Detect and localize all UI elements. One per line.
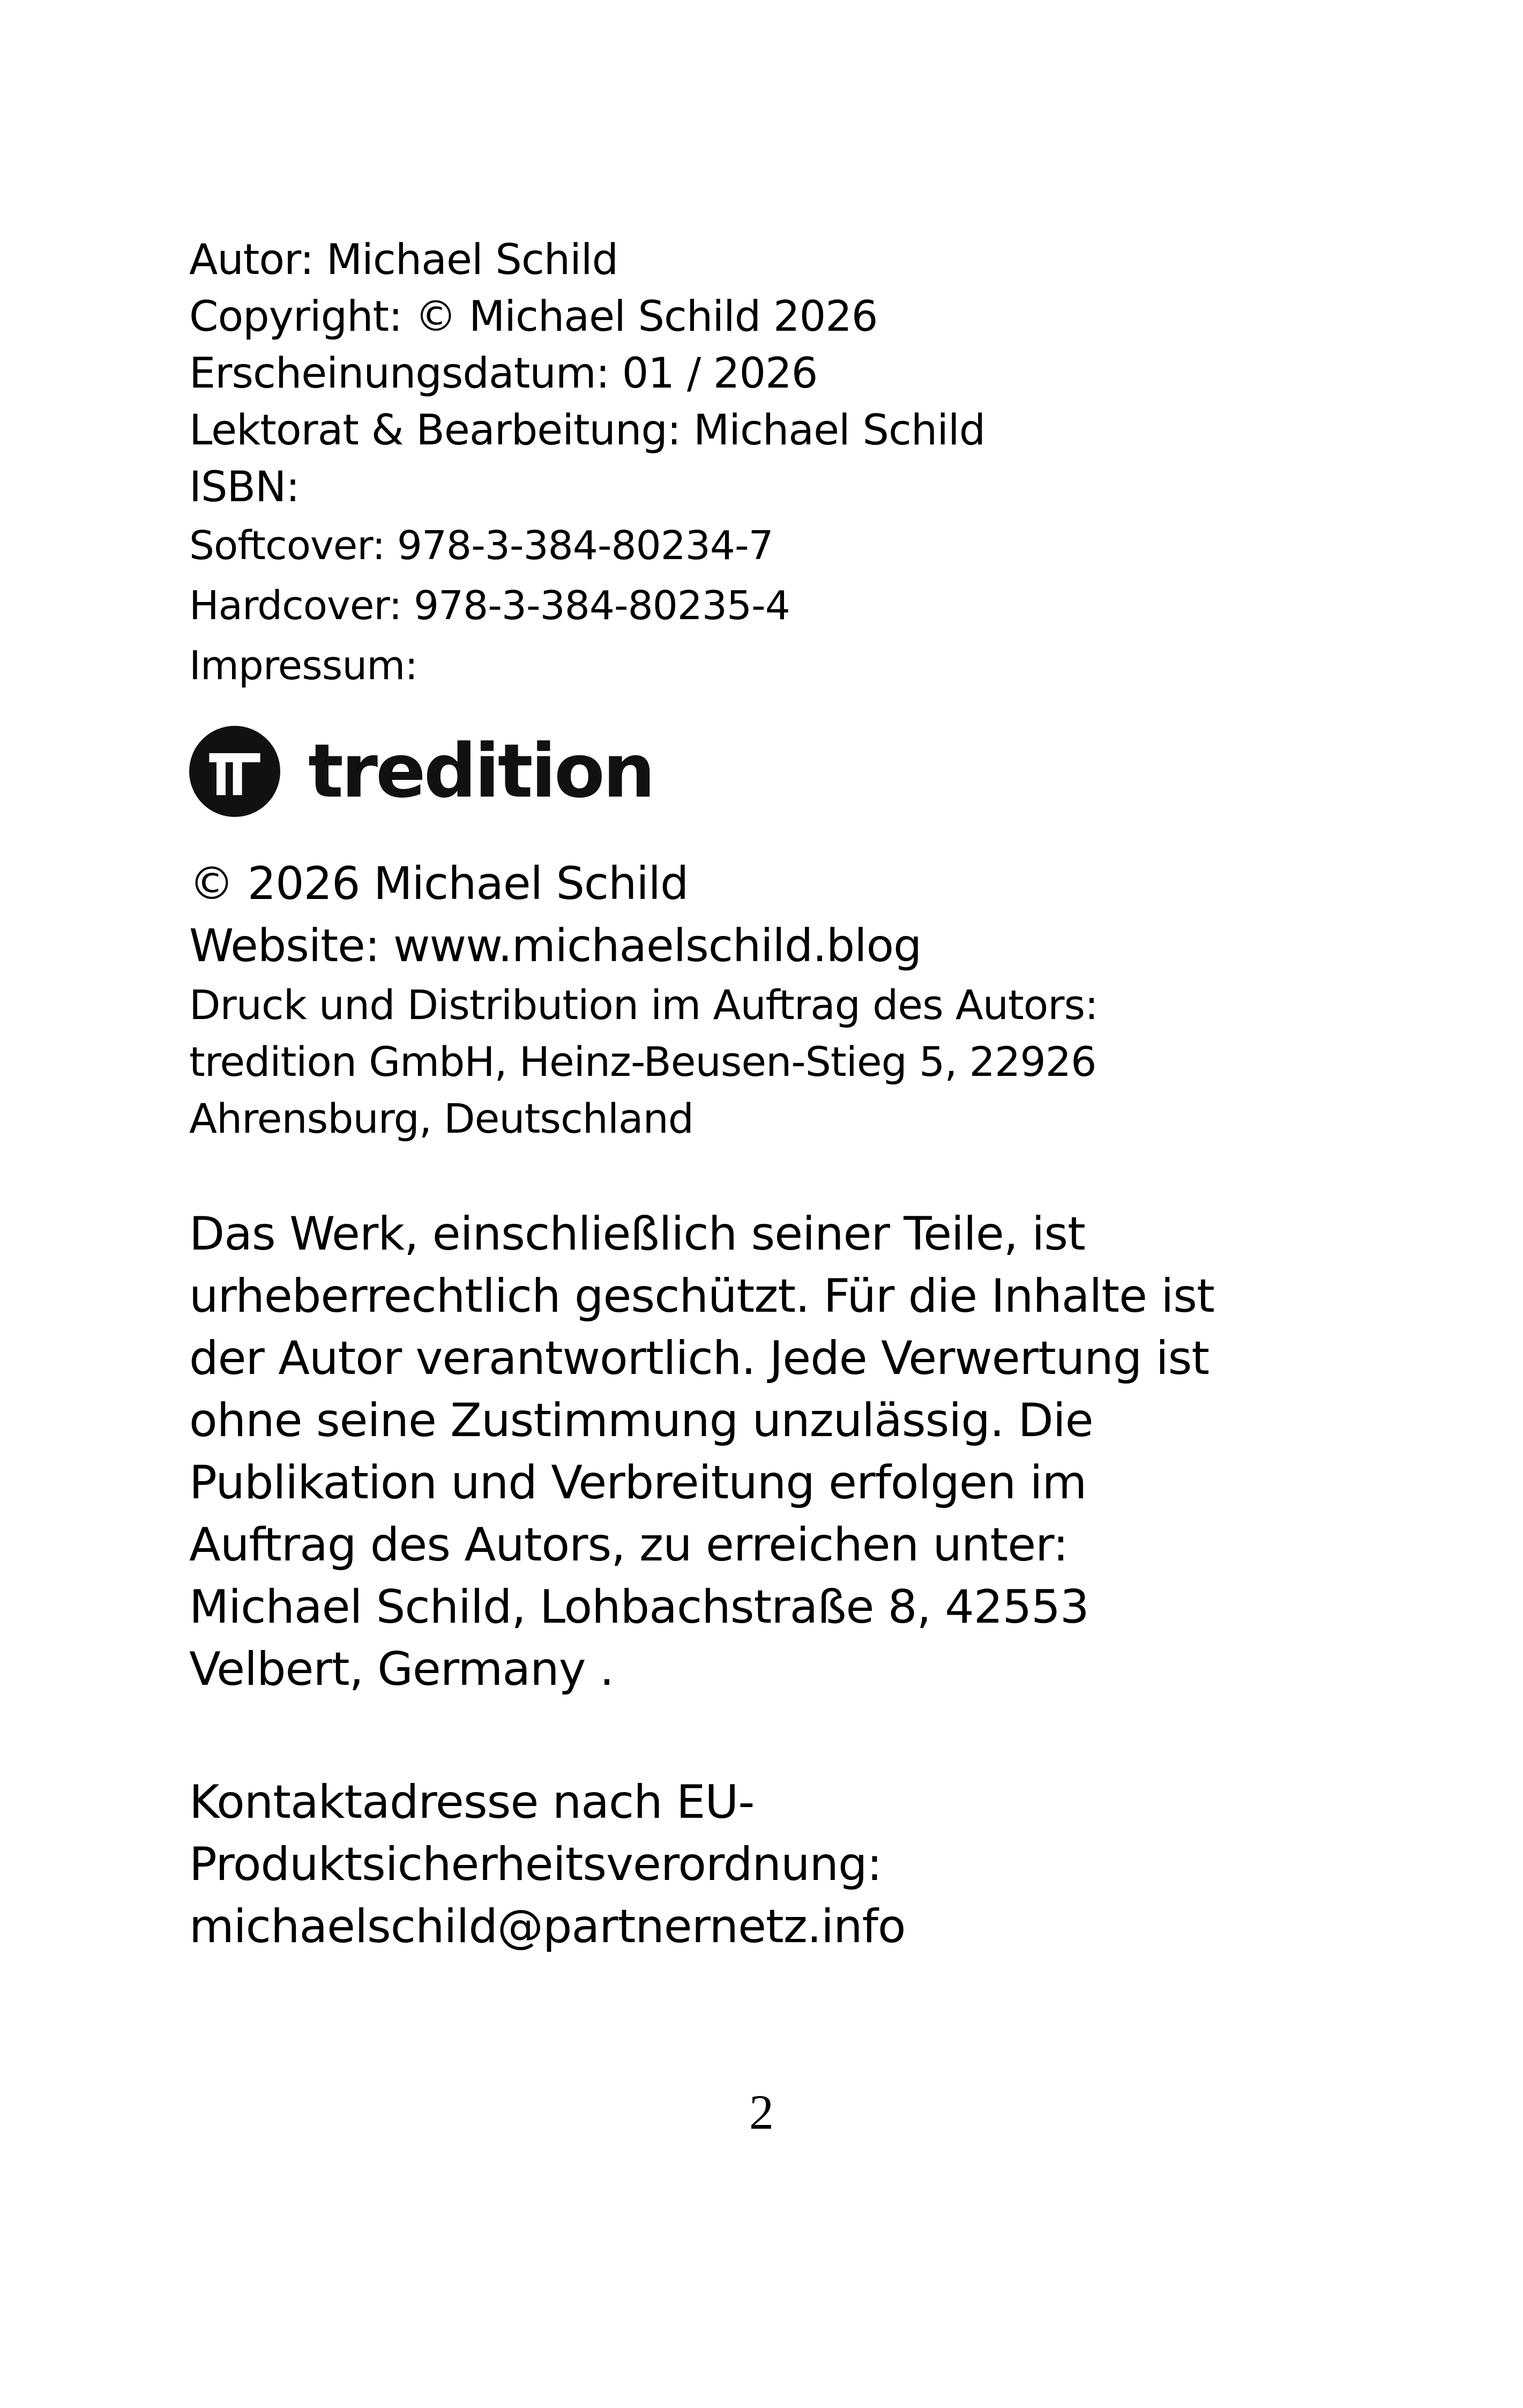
print-distribution-line-1: Druck und Distribution im Auftrag des Autors: <box>189 981 1098 1029</box>
legal-line: urheberrechtlich geschützt. Für die Inhalte ist <box>189 1269 1214 1323</box>
release-date-line: Erscheinungsdatum: 01 / 2026 <box>189 350 818 398</box>
contact-line: Produktsicherheitsverordnung: <box>189 1838 882 1891</box>
author-line: Autor: Michael Schild <box>189 236 618 284</box>
tredition-logo <box>189 726 653 817</box>
contact-email: michaelschild@partnernetz.info <box>189 1900 906 1953</box>
legal-paragraph <box>189 1203 1336 1700</box>
impressum-label: Impressum: <box>189 643 418 689</box>
tredition-wordmark: tredition <box>308 728 654 814</box>
legal-line: der Autor verantwortlich. Jede Verwertung ist <box>189 1332 1210 1385</box>
hardcover-isbn: Hardcover: 978-3-384-80235-4 <box>189 583 790 629</box>
isbn-label: ISBN: <box>189 463 300 511</box>
book-metadata <box>189 232 1336 696</box>
legal-line: Das Werk, einschließlich seiner Teile, ist <box>189 1207 1085 1261</box>
copyright-line: Copyright: © Michael Schild 2026 <box>189 293 878 341</box>
legal-line: Michael Schild, Lohbachstraße 8, 42553 <box>189 1580 1089 1634</box>
softcover-isbn: Softcover: 978-3-384-80234-7 <box>189 523 773 569</box>
print-distribution-line-2: tredition GmbH, Heinz-Beusen-Stieg 5, 22926 <box>189 1038 1096 1086</box>
legal-line: Publikation und Verbreitung erfolgen im <box>189 1456 1087 1510</box>
legal-line: ohne seine Zustimmung unzulässig. Die <box>189 1394 1093 1447</box>
tredition-logo-icon <box>189 726 280 817</box>
website-line: Website: www.michaelschild.blog <box>189 919 922 972</box>
legal-line: Auftrag des Autors, zu erreichen unter: <box>189 1518 1068 1572</box>
contact-paragraph <box>189 1771 1336 1958</box>
print-distribution-line-3: Ahrensburg, Deutschland <box>189 1095 694 1142</box>
contact-line: Kontaktadresse nach EU- <box>189 1775 755 1829</box>
imprint-block <box>189 852 1336 1147</box>
imprint-copyright: © 2026 Michael Schild <box>189 857 689 910</box>
editing-line: Lektorat & Bearbeitung: Michael Schild <box>189 406 986 455</box>
page-number: 2 <box>749 2085 774 2139</box>
legal-line: Velbert, Germany . <box>189 1643 614 1696</box>
